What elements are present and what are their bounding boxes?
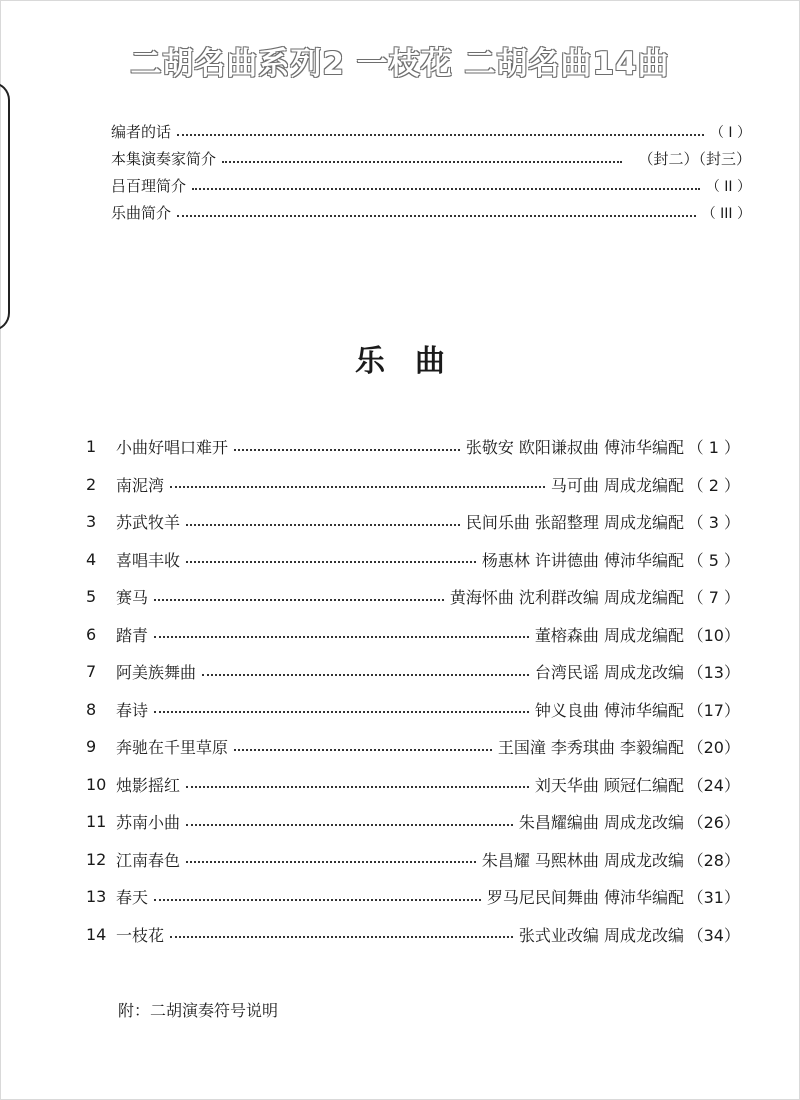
- song-row[interactable]: [78, 578, 740, 616]
- dot-leader: [186, 861, 476, 863]
- song-row[interactable]: [78, 803, 740, 841]
- song-number: 8: [86, 699, 97, 719]
- song-page: （ 7 ）: [687, 588, 740, 608]
- song-title: 一枝花: [116, 925, 165, 945]
- dot-leader: [186, 786, 529, 788]
- toc-row-editor-note[interactable]: [111, 118, 751, 145]
- song-page: （26）: [687, 813, 740, 833]
- song-page: （10）: [687, 625, 740, 645]
- dot-leader: [170, 486, 545, 488]
- dot-leader: [170, 936, 513, 938]
- song-credit: 王国潼 李秀琪曲 李毅编配: [497, 738, 684, 758]
- toc-cover-pages: [638, 148, 751, 169]
- song-title: 春天: [116, 888, 149, 908]
- song-page: （ 5 ）: [687, 550, 740, 570]
- song-number: 9: [86, 737, 97, 757]
- song-credit: 董榕森曲 周成龙编配: [534, 625, 684, 645]
- song-number: 12: [86, 849, 107, 869]
- song-row[interactable]: [78, 428, 740, 466]
- song-page: （24）: [687, 775, 740, 795]
- song-page: （ 3 ）: [687, 513, 740, 533]
- song-row[interactable]: [78, 541, 740, 579]
- song-row[interactable]: [78, 916, 740, 954]
- dot-leader: [154, 711, 529, 713]
- song-credit: 朱昌耀编曲 周成龙改编: [518, 813, 684, 833]
- song-page: （31）: [687, 888, 740, 908]
- toc-page: （ I ）: [709, 124, 751, 141]
- song-title: 喜唱丰收: [116, 550, 181, 570]
- song-page: （28）: [687, 850, 740, 870]
- song-number: 11: [86, 812, 107, 832]
- song-credit: 黄海怀曲 沈利群改编 周成龙编配: [449, 588, 684, 608]
- toc-row-performers[interactable]: [111, 145, 751, 172]
- song-page: （ 1 ）: [687, 438, 740, 458]
- toc-title: 乐曲简介: [111, 204, 172, 222]
- song-title: 踏青: [116, 625, 149, 645]
- dot-leader: [234, 749, 492, 751]
- song-title: 南泥湾: [116, 475, 165, 495]
- song-row[interactable]: [78, 616, 740, 654]
- song-number: 7: [86, 662, 97, 682]
- songs-list: [78, 428, 740, 953]
- dot-leader: [192, 188, 700, 190]
- song-number: 5: [86, 587, 97, 607]
- dot-leader: [202, 674, 529, 676]
- dot-leader: [154, 899, 481, 901]
- section-heading: 乐曲: [355, 344, 475, 379]
- book-title: 二胡名曲系列2 一枝花 二胡名曲14曲: [130, 46, 670, 82]
- toc-page-cover-3: （封三）: [698, 150, 751, 168]
- song-row[interactable]: [78, 691, 740, 729]
- song-credit: 民间乐曲 张韶整理 周成龙编配: [465, 513, 684, 533]
- song-number: 14: [86, 924, 107, 944]
- dot-leader: [186, 524, 460, 526]
- song-row[interactable]: [78, 466, 740, 504]
- dot-leader: [222, 161, 622, 163]
- song-number: 4: [86, 549, 97, 569]
- song-number: 2: [86, 474, 97, 494]
- song-credit: 朱昌耀 马熙林曲 周成龙改编: [481, 850, 684, 870]
- toc-row-music-intro[interactable]: [111, 199, 751, 226]
- song-title: 春诗: [116, 700, 149, 720]
- dot-leader: [177, 134, 704, 136]
- song-number: 10: [86, 774, 107, 794]
- toc-page: （ III ）: [701, 205, 751, 222]
- dot-leader: [154, 636, 529, 638]
- dot-leader: [186, 824, 513, 826]
- dot-leader: [177, 215, 696, 217]
- dot-leader: [154, 599, 444, 601]
- dot-leader: [186, 561, 476, 563]
- song-row[interactable]: [78, 841, 740, 879]
- song-title: 奔驰在千里草原: [116, 738, 229, 758]
- toc-title: 吕百理简介: [111, 177, 187, 195]
- song-credit: 台湾民谣 周成龙改编: [534, 663, 684, 683]
- song-row[interactable]: [78, 728, 740, 766]
- toc-page-cover-2: （封二）: [638, 150, 699, 168]
- song-number: 6: [86, 624, 97, 644]
- song-title: 烛影摇红: [116, 775, 181, 795]
- song-page: （13）: [687, 663, 740, 683]
- song-row[interactable]: [78, 653, 740, 691]
- song-page: （17）: [687, 700, 740, 720]
- song-credit: 刘天华曲 顾冠仁编配: [534, 775, 684, 795]
- toc-title: 本集演奏家简介: [111, 150, 217, 168]
- toc-row-lu-baili[interactable]: [111, 172, 751, 199]
- song-title: 阿美族舞曲: [116, 663, 197, 683]
- song-page: （ 2 ）: [687, 475, 740, 495]
- song-row[interactable]: [78, 503, 740, 541]
- song-credit: 罗马尼民间舞曲 傅沛华编配: [486, 888, 684, 908]
- song-credit: 钟义良曲 傅沛华编配: [534, 700, 684, 720]
- front-matter-list: [111, 118, 751, 226]
- song-number: 1: [86, 437, 97, 457]
- song-page: （34）: [687, 925, 740, 945]
- song-title: 小曲好唱口难开: [116, 438, 229, 458]
- song-number: 3: [86, 512, 97, 532]
- toc-title: 编者的话: [111, 123, 172, 141]
- song-row[interactable]: [78, 878, 740, 916]
- song-credit: 张式业改编 周成龙改编: [518, 925, 684, 945]
- song-number: 13: [86, 887, 107, 907]
- appendix-note[interactable]: 附：二胡演奏符号说明: [118, 1001, 279, 1020]
- song-title: 苏武牧羊: [116, 513, 181, 533]
- song-row[interactable]: [78, 766, 740, 804]
- song-title: 苏南小曲: [116, 813, 181, 833]
- dot-leader: [234, 449, 460, 451]
- song-title: 赛马: [116, 588, 149, 608]
- song-credit: 杨惠林 许讲德曲 傅沛华编配: [481, 550, 684, 570]
- song-credit: 马可曲 周成龙编配: [550, 475, 684, 495]
- song-title: 江南春色: [116, 850, 181, 870]
- song-page: （20）: [687, 738, 740, 758]
- song-credit: 张敬安 欧阳谦叔曲 傅沛华编配: [465, 438, 684, 458]
- binding-edge: [0, 82, 10, 331]
- toc-page: （ II ）: [705, 178, 751, 195]
